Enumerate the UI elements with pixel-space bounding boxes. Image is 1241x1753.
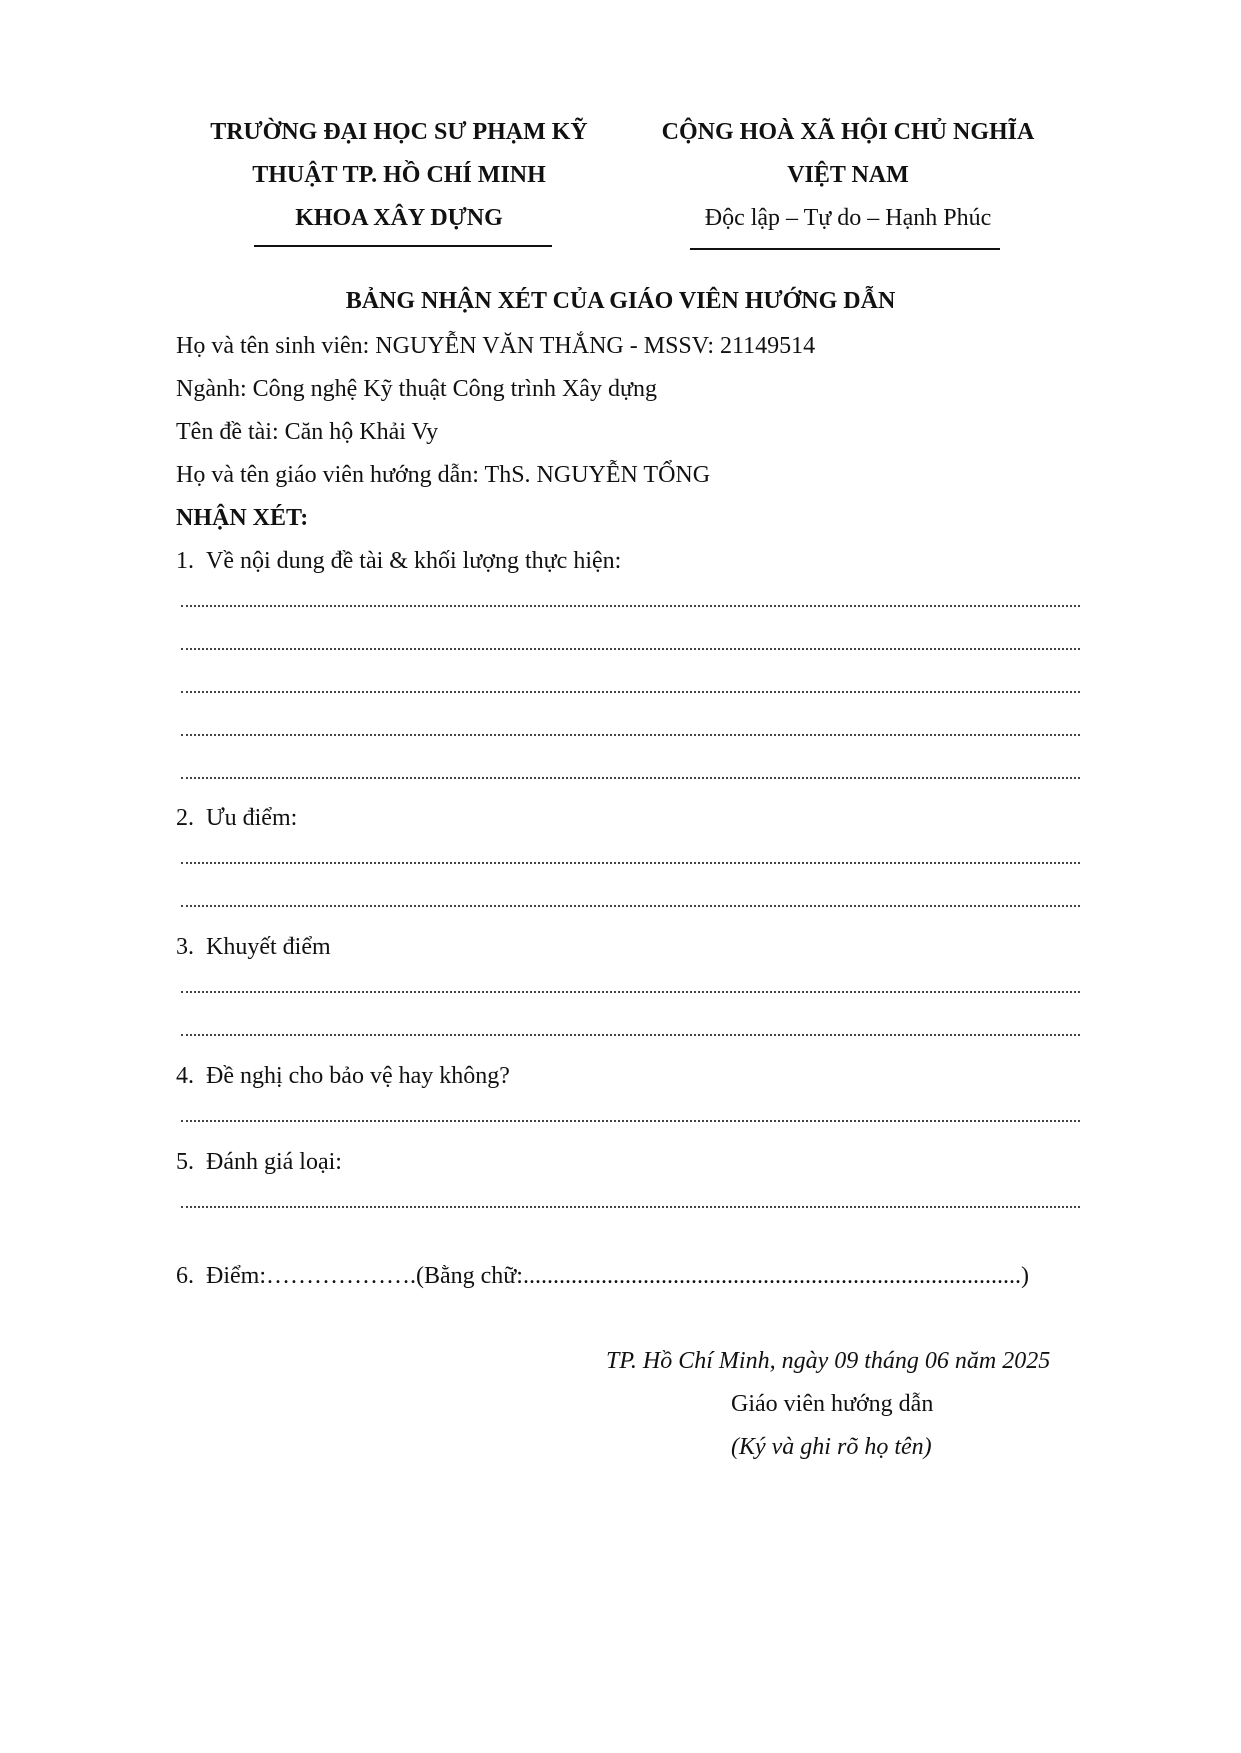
item-number: 3. bbox=[176, 934, 194, 960]
answer-line[interactable] bbox=[181, 777, 1080, 779]
answer-line[interactable] bbox=[181, 1034, 1080, 1036]
answer-line[interactable] bbox=[181, 734, 1080, 736]
item-label: Đề nghị cho bảo vệ hay không? bbox=[206, 1063, 510, 1089]
university-name-line-2: THUẬT TP. HỒ CHÍ MINH bbox=[252, 162, 546, 188]
advisor-info: Họ và tên giáo viên hướng dẫn: ThS. NGUYỄN TỔNG bbox=[176, 462, 711, 488]
item-label: Đánh giá loại: bbox=[206, 1149, 342, 1175]
topic-info: Tên đề tài: Căn hộ Khải Vy bbox=[176, 419, 439, 445]
answer-line[interactable] bbox=[181, 991, 1080, 993]
answer-line[interactable] bbox=[181, 862, 1080, 864]
item-defense-recommendation bbox=[176, 1063, 510, 1090]
item-label: Về nội dung đề tài & khối lượng thực hiện: bbox=[206, 548, 622, 574]
signature-note: (Ký và ghi rõ họ tên) bbox=[731, 1434, 932, 1460]
major-info: Ngành: Công nghệ Kỹ thuật Công trình Xây dựng bbox=[176, 376, 657, 402]
form-title: BẢNG NHẬN XÉT CỦA GIÁO VIÊN HƯỚNG DẪN bbox=[345, 288, 896, 314]
item-label: Khuyết điểm bbox=[206, 934, 331, 960]
answer-line[interactable] bbox=[181, 605, 1080, 607]
university-header bbox=[190, 111, 608, 240]
university-name-line-1: TRƯỜNG ĐẠI HỌC SƯ PHẠM KỸ bbox=[210, 119, 588, 145]
answer-line[interactable] bbox=[181, 648, 1080, 650]
right-header-rule bbox=[690, 248, 1000, 250]
item-score bbox=[176, 1263, 1029, 1290]
answer-line[interactable] bbox=[181, 1120, 1080, 1122]
item-label: Điểm:……………….(Bằng chữ:...................................................................................) bbox=[206, 1263, 1029, 1289]
comments-heading: NHẬN XÉT: bbox=[176, 505, 309, 531]
item-label: Ưu điểm: bbox=[206, 805, 298, 831]
item-number: 4. bbox=[176, 1063, 194, 1089]
country-name-line-2: VIỆT NAM bbox=[787, 162, 909, 188]
answer-line[interactable] bbox=[181, 691, 1080, 693]
item-number: 5. bbox=[176, 1149, 194, 1175]
item-rating bbox=[176, 1149, 342, 1176]
place-and-date: TP. Hồ Chí Minh, ngày 09 tháng 06 năm 2025 bbox=[606, 1348, 1051, 1374]
left-header-rule bbox=[254, 245, 552, 247]
country-name-line-1: CỘNG HOÀ XÃ HỘI CHỦ NGHĨA bbox=[661, 119, 1035, 145]
national-motto: Độc lập – Tự do – Hạnh Phúc bbox=[704, 205, 992, 231]
answer-line[interactable] bbox=[181, 1206, 1080, 1208]
item-weaknesses bbox=[176, 934, 331, 961]
item-number: 2. bbox=[176, 805, 194, 831]
student-info: Họ và tên sinh viên: NGUYỄN VĂN THẮNG - MSSV: 21149514 bbox=[176, 333, 816, 359]
answer-line[interactable] bbox=[181, 905, 1080, 907]
signer-role: Giáo viên hướng dẫn bbox=[731, 1391, 934, 1417]
national-header bbox=[648, 111, 1048, 240]
item-content bbox=[176, 548, 621, 575]
item-strengths bbox=[176, 805, 297, 832]
faculty-name: KHOA XÂY DỰNG bbox=[295, 205, 503, 231]
item-number: 6. bbox=[176, 1263, 194, 1289]
item-number: 1. bbox=[176, 548, 194, 574]
